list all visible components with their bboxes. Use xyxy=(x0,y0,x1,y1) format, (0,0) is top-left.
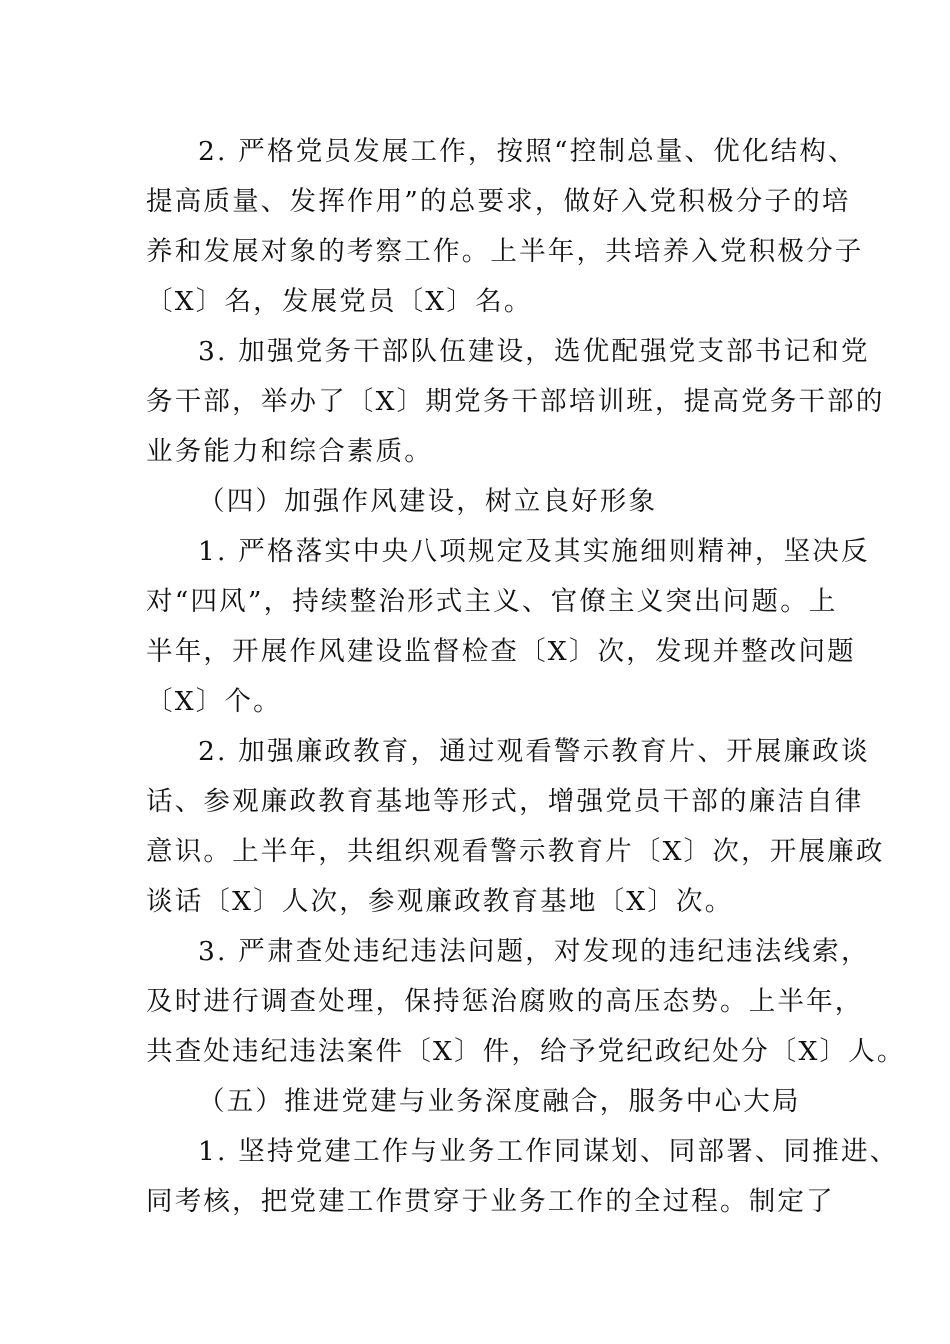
paragraph-line: 1. 严格落实中央八项规定及其实施细则精神，坚决反 xyxy=(198,536,870,567)
section-heading: （五）推进党建与业务深度融合，服务中心大局 xyxy=(198,1086,801,1117)
paragraph-line: 3. 加强党务干部队伍建设，选优配强党支部书记和党 xyxy=(198,336,870,367)
paragraph-line: 话、参观廉政教育基地等形式，增强党员干部的廉洁自律 xyxy=(146,786,864,817)
paragraph-line: 2. 加强廉政教育，通过观看警示教育片、开展廉政谈 xyxy=(198,736,870,767)
paragraph-line: 同考核，把党建工作贯穿于业务工作的全过程。制定了 xyxy=(146,1186,835,1217)
paragraph-line: 对“四风”，持续整治形式主义、官僚主义突出问题。上 xyxy=(146,586,838,617)
paragraph-line: 谈话〔X〕人次，参观廉政教育基地〔X〕次。 xyxy=(146,886,734,917)
section-heading: （四）加强作风建设，树立良好形象 xyxy=(198,486,658,517)
paragraph-line: 〔X〕个。 xyxy=(146,686,282,717)
paragraph-line: 业务能力和综合素质。 xyxy=(146,436,433,467)
paragraph-line: 意识。上半年，共组织观看警示教育片〔X〕次，开展廉政 xyxy=(146,836,885,867)
paragraph-line: 3. 严肃查处违纪违法问题，对发现的违纪违法线索， xyxy=(198,936,870,967)
paragraph-line: 共查处违纪违法案件〔X〕件，给予党纪政纪处分〔X〕人。 xyxy=(146,1036,906,1067)
paragraph-line: 养和发展对象的考察工作。上半年，共培养入党积极分子 xyxy=(146,236,864,267)
paragraph-line: 1. 坚持党建工作与业务工作同谋划、同部署、同推进、 xyxy=(198,1136,899,1167)
paragraph-line: 提高质量、发挥作用”的总要求，做好入党积极分子的培 xyxy=(146,186,851,217)
paragraph-line: 2. 严格党员发展工作，按照“控制总量、优化结构、 xyxy=(198,136,857,167)
paragraph-line: 及时进行调查处理，保持惩治腐败的高压态势。上半年， xyxy=(146,986,864,1017)
paragraph-line: 〔X〕名，发展党员〔X〕名。 xyxy=(146,286,533,317)
paragraph-line: 半年，开展作风建设监督检查〔X〕次，发现并整改问题 xyxy=(146,636,856,667)
paragraph-line: 务干部，举办了〔X〕期党务干部培训班，提高党务干部的 xyxy=(146,386,885,417)
